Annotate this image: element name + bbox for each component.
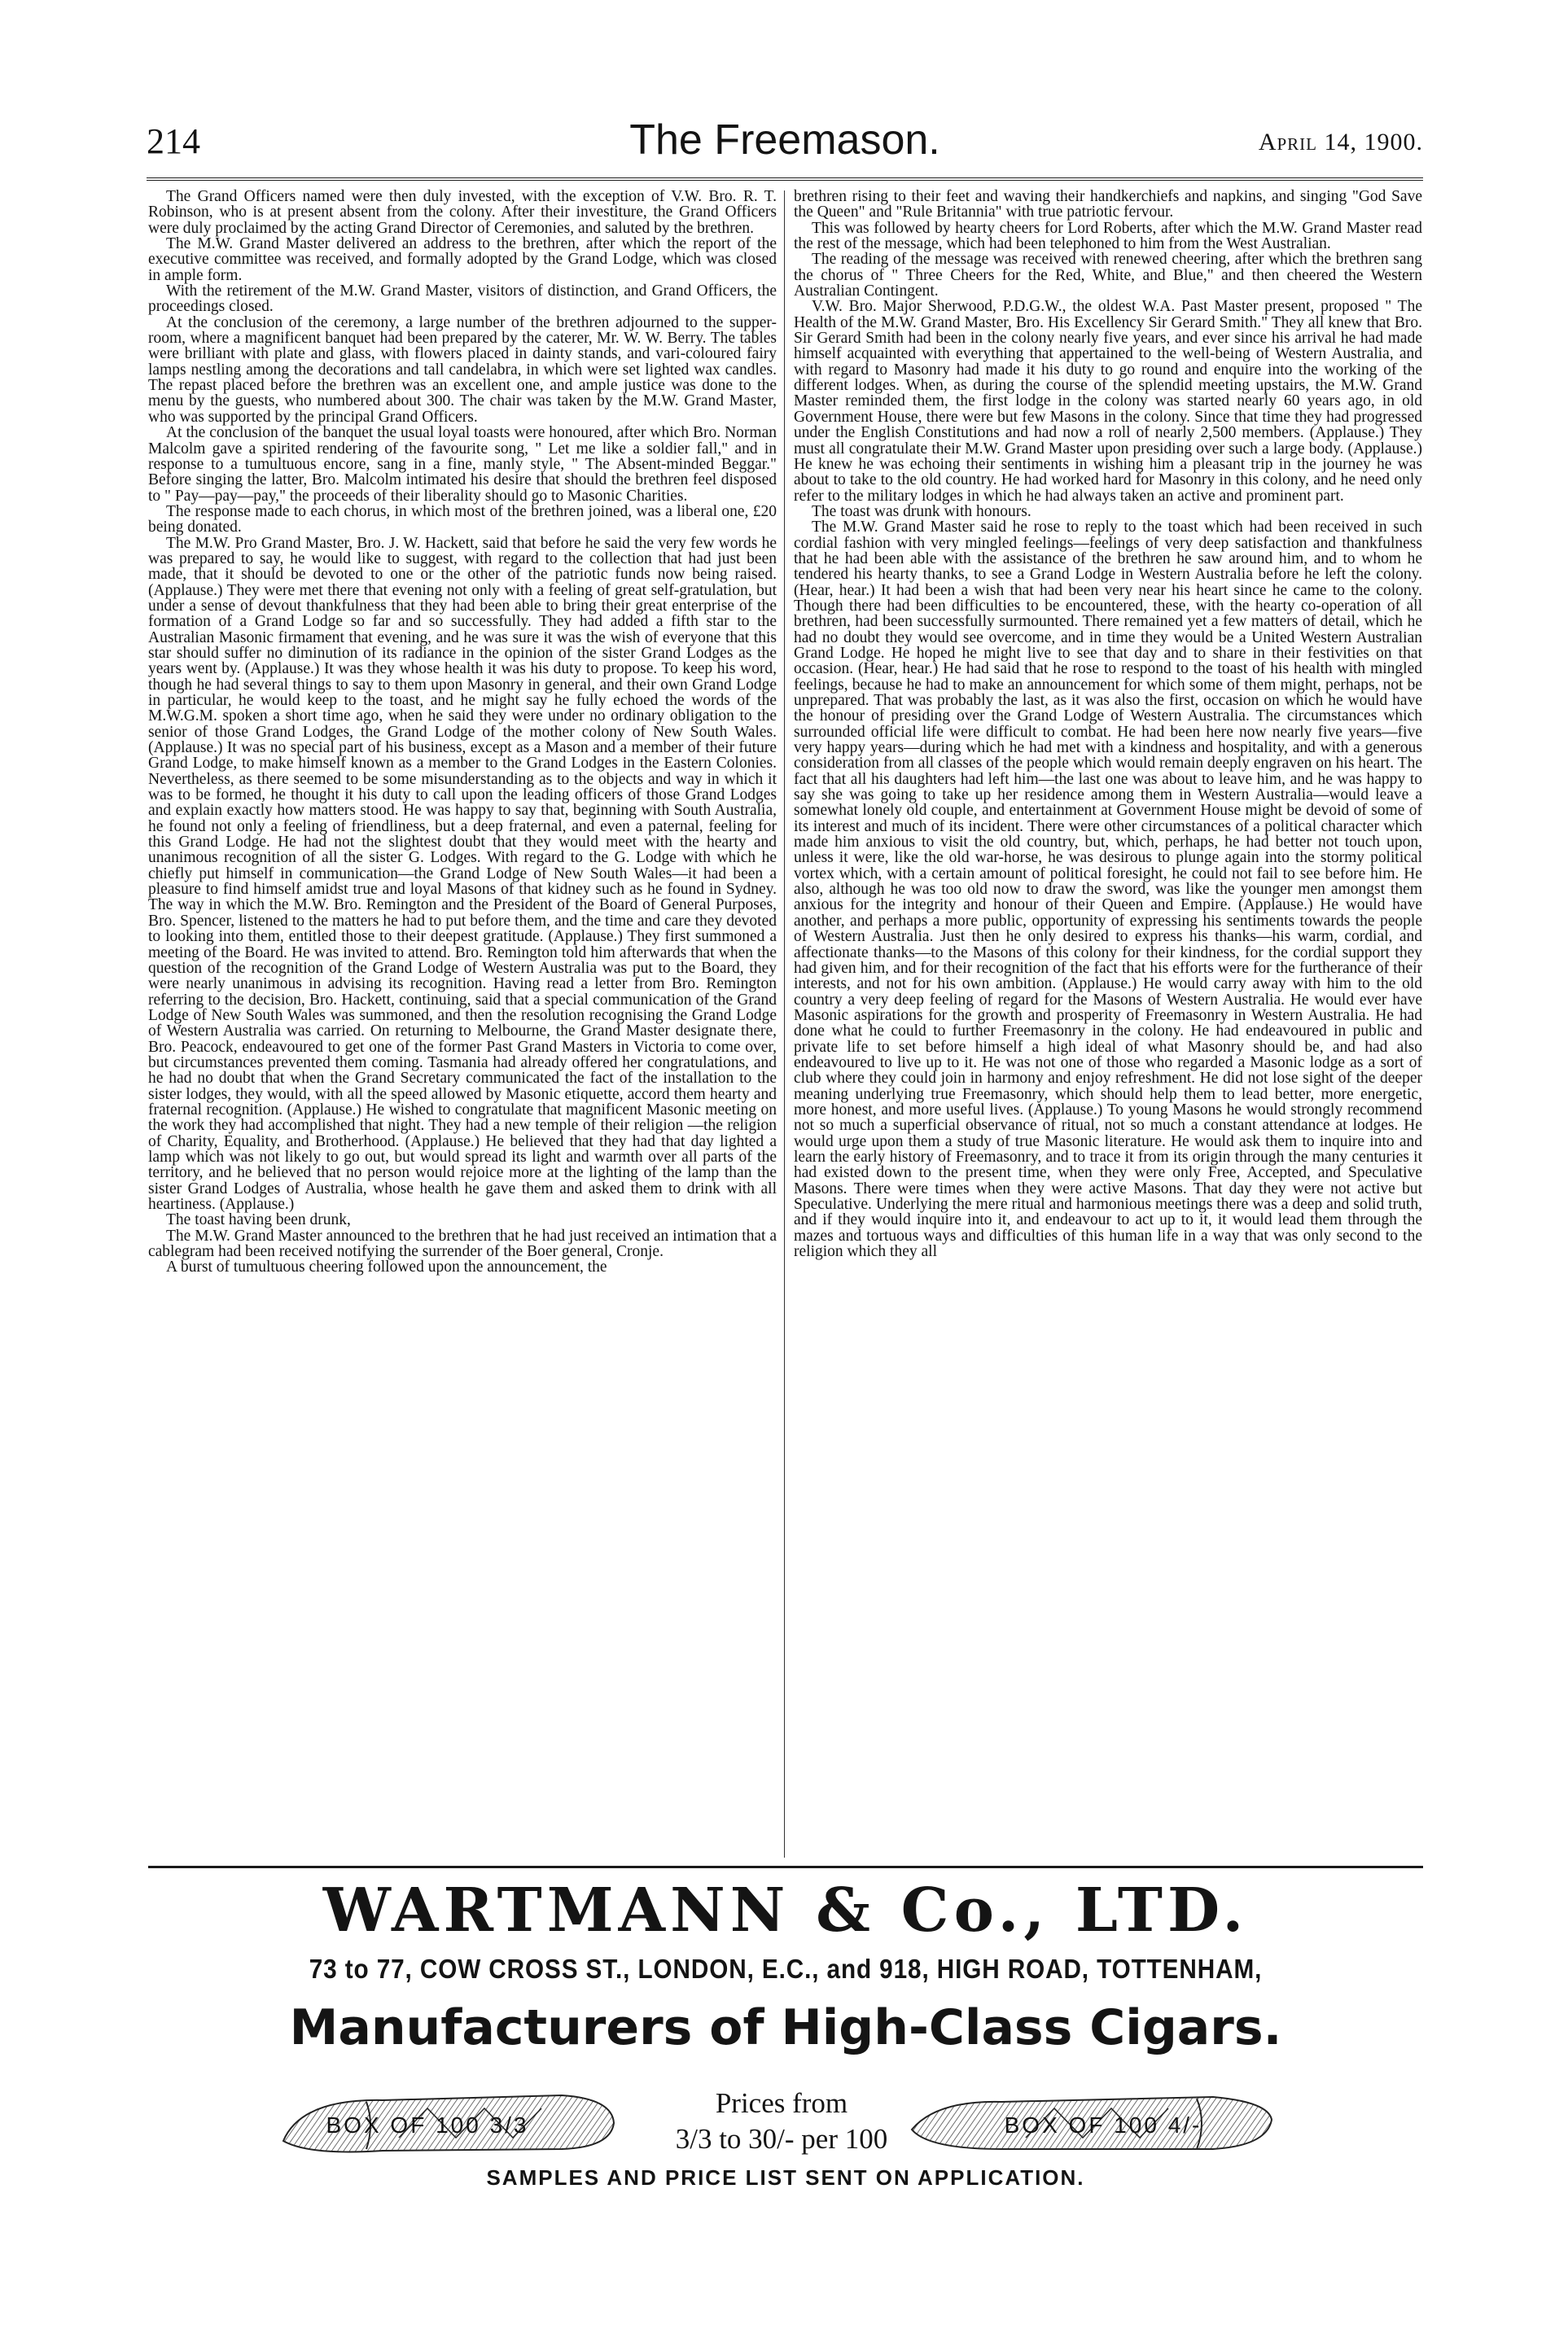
advertisement-footer: SAMPLES AND PRICE LIST SENT ON APPLICATION.: [486, 2165, 1085, 2190]
cigar-right-label: BOX OF 100 4/-: [1004, 2112, 1202, 2138]
prices-line-2: 3/3 to 30/- per 100: [675, 2123, 888, 2155]
paragraph: The Grand Officers named were then duly invested, with the exception of V.W. Bro. R. T. Robinson, who is at present absent from the colony. After their investiture, the Grand Officers were duly proclaimed by the acting Grand Director of Ceremonies, and saluted by the brethren.: [148, 189, 777, 237]
paragraph: The M.W. Grand Master said he rose to reply to the toast which had been received in such cordial fashion with very mingled feelings—feelings of very deep satisfaction and thankfulness that he had been able with the assistance of the brethren he saw around him, and to whom he tendered his hearty thanks, to see a Grand Lodge in Western Australia before he left the colony. (Hear, hear.) It had been a wish that had been very near his heart since he came to the colony. Though there had been difficulties to be encountered, these, with the hearty co-operation of all brethren, had been successfully surmounted. There remained yet a few matters of detail, which he had no doubt they would see overcome, and in time they would be a United Western Australian Grand Lodge. He hoped he might live to see that day and to share in their festivities on that occasion. (Hear, hear.) He had said that he rose to respond to the toast of his health with mingled feelings, because he had to make an announcement for which some of them might, perhaps, not be unprepared. That was probably the last, as it was also the first, occasion on which he would have the honour of presiding over the Grand Lodge of Western Australia. The circumstances which surrounded official life were difficult to combat. He had been here now nearly five years—five very happy years—during which he had met with a kindness and hospitality, and with a generous consideration from all classes of the people which would remain deeply engraven on his heart. The fact that all his daughters had left him—the last one was about to leave him, and he was happy to say she was going to take up her residence among them in Western Australia—would leave a somewhat lonely old couple, and entertainment at Government House might be devoid of some of its interest and much of its incident. There were other circumstances of a political character which made him anxious to visit the old country, but, which, perhaps, he had better not touch upon, unless it were, like the old war-horse, he was desirous to plunge again into the stormy political vortex which, with a certain amount of political foresight, he could not fail to see before him. He also, although he was too old now to draw the sword, was like the younger men amongst them anxious for the integrity and honour of their Queen and Empire. (Applause.) He would have another, and perhaps a more public, opportunity of expressing his sentiments towards the people of Western Australia. Just then he only desired to express his thanks—his warm, cordial, and affectionate thanks—to the Masons of this colony for their kindness, for the cordial support they had given him, and for their recognition of the fact that his efforts were for the furtherance of their interests, and not for his own ambition. (Applause.) He would carry away with him to the old country a very deep feeling of regard for the Masons of Western Australia. He would ever have Masonic aspirations for the growth and prosperity of Freemasonry in Western Australia. He had done what he could to further Freemasonry in the colony. He had endeavoured in public and private life to set before himself a high ideal of what Masonry should be, and had also endeavoured to live up to it. He was not one of those who regarded a Masonic lodge as a sort of club where they could join in harmony and enjoy refreshment. He did not lose sight of the deeper meaning underlying true Freemasonry, which should help them to lead better, more energetic, more honest, and more useful lives. (Applause.) To young Masons he would strongly recommend not so much a superficial observance of ritual, not so much a constant attendance at lodges. He would urge upon them a study of true Masonic literature. He would ask them to inquire into and learn the early history of Freemasonry, and to trace it from its origin through the many centuries it had existed down to the present time, when they were only Free, Accepted, and Speculative Masons. There were times when they were active Masons. That day they were not active but Speculative. Underlying the mere ritual and harmonious meetings there was a deep and solid truth, and if they would inquire into it, and endeavour to act up to it, it would lead them through the mazes and tortuous ways and difficulties of this human life in a way that was only second to the religion which they all: [794, 519, 1422, 1261]
paragraph: A burst of tumultuous cheering followed upon the announcement, the: [166, 1259, 607, 1276]
prices-line-1: Prices from: [715, 2087, 848, 2119]
article-column-right: [794, 189, 1422, 1858]
advertisement-prices: [635, 2086, 928, 2157]
article-column-left: [148, 189, 777, 1858]
paragraph: At the conclusion of the ceremony, a large number of the brethren adjourned to the supper-room, where a magnificent banquet had been prepared by the caterer, Mr. W. W. Berry. The tables were brilliant with plate and glass, with flowers placed in dainty stands, and vari-coloured fairy lamps nestling among the decorations and tall candelabra, in which were set lighted wax candles. The repast placed before the brethren was an excellent one, and ample justice was done to the menu by the guests, who numbered about 300. The chair was taken by the M.W. Grand Master, who was supported by the principal Grand Officers.: [148, 313, 777, 426]
advertisement-address: 73 to 77, COW CROSS ST., LONDON, E.C., and 918, HIGH ROAD, TOTTENHAM,: [309, 1954, 1263, 1984]
cigar-illustration-right: [904, 2084, 1278, 2162]
paragraph: This was followed by hearty cheers for Lord Roberts, after which the M.W. Grand Master read the rest of the message, which had been telephoned to him from the West Australian.: [794, 219, 1422, 253]
paragraph: The reading of the message was received with renewed cheering, after which the brethren sang the chorus of " Three Cheers for the Red, White, and Blue," and then cheered the Western Australian Contingent.: [794, 251, 1422, 300]
issue-date: April 14, 1900.: [1258, 129, 1423, 155]
advertisement-tagline: Manufacturers of High-Class Cigars.: [289, 1999, 1282, 2056]
paragraph: The toast was drunk with honours.: [812, 502, 1031, 520]
paragraph: With the retirement of the M.W. Grand Master, visitors of distinction, and Grand Officers, the proceedings closed.: [148, 282, 777, 316]
paragraph: The toast having been drunk,: [166, 1211, 351, 1229]
paragraph: The M.W. Grand Master delivered an address to the brethren, after which the report of the executive committee was received, and formally adopted by the Grand Lodge, which was closed in ample form.: [148, 235, 777, 284]
paragraph: The response made to each chorus, in which most of the brethren joined, was a liberal one, £20 being donated.: [148, 502, 777, 536]
journal-title: The Freemason.: [629, 116, 940, 164]
page-number: 214: [147, 121, 200, 161]
paragraph: The M.W. Grand Master announced to the brethren that he had just received an intimation that a cablegram had been received notifying the surrender of the Boer general, Cronje.: [148, 1227, 777, 1261]
paragraph: brethren rising to their feet and waving their handkerchiefs and napkins, and singing "God Save the Queen" and "Rule Britannia" with true patriotic fervour.: [794, 189, 1422, 221]
paragraph: The M.W. Pro Grand Master, Bro. J. W. Hackett, said that before he said the very few words he was prepared to say, he would like to suggest, with regard to the collection that had just been made, that it should be devoted to one or the other of the patriotic funds now being raised. (Applause.) They were met there that evening not only with a feeling of great self-gratulation, but under a sense of devout thankfulness that they had been able to bring their great enterprise of the formation of a Grand Lodge so far and so successfully. They had added a fifth star to the Australian Masonic firmament that evening, and he was sure it was the wish of everyone that this star should suffer no diminution of its radiance in the opinion of the sister Grand Lodges as the years went by. (Applause.) It was they whose health it was his duty to propose. To keep his word, though he had several things to say to them upon Masonry in general, and their own Grand Lodge in particular, he would keep to the toast, and he might say he fully echoed the words of the M.W.G.M. spoken a short time ago, when he said they were under no ordinary obligation to the senior of those Grand Lodges, the Grand Lodge of the mother colony of New South Wales. (Applause.) It was no special part of his business, except as a Mason and a member of their future Grand Lodge, to make himself known as a member to the Grand Lodges in the Eastern Colonies. Nevertheless, as there seemed to be some misunderstanding as to the objects and way in which it was to be formed, he thought it his duty to call upon the leading officers of those Grand Lodges and explain exactly how matters stood. He was happy to say that, beginning with South Australia, he found not only a feeling of friendliness, but a deep fraternal, and even a paternal, feeling for this Grand Lodge. He had not the slightest doubt that they would meet with the hearty and unanimous recognition of all the sister G. Lodges. With regard to the G. Lodge with which he chiefly put himself in communication—the Grand Lodge of New South Wales—it had been a pleasure to find himself amidst true and loyal Masons of that kidney such as he found in Sydney. The way in which the M.W. Bro. Remington and the President of the Board of General Purposes, Bro. Spencer, listened to the matters he had to put before them, and the time and care they devoted to looking into them, entitled those to their deepest gratitude. (Applause.) They first summoned a meeting of the Board. He was invited to attend. Bro. Remington told him afterwards that when the question of the recognition of the Grand Lodge of Western Australia was put to the Board, they were nearly unanimous in advising its recognition. Having read a letter from Bro. Remington referring to the decision, Bro. Hackett, continuing, said that a special communication of the Grand Lodge of New South Wales was summoned, and then the resolution recognising the Grand Lodge of Western Australia was carried. On returning to Melbourne, the Grand Master designate there, Bro. Peacock, endeavoured to get one of the former Past Grand Masters in Victoria to come over, but circumstances prevented them coming. Tasmania had already offered her congratulations, and he had no doubt that when the Grand Secretary communicated the fact of the installation to the sister lodges, they would, with all the speed allowed by Masonic etiquette, accord them hearty and fraternal recognition. (Applause.) He wished to congratulate that magnificent Masonic meeting on the work they had accomplished that night. They had a new temple of their religion —the religion of Charity, Equality, and Brotherhood. (Applause.) He believed that they had that day lighted a lamp which was not likely to go out, but would spread its light and warmth over all parts of the territory, and he believed that no person would rejoice more at the lighting of the lamp than the sister Grand Lodges of Australia, whose health he gave them and asked them to drink with all heartiness. (Applause.): [148, 534, 777, 1213]
cigar-illustration-left: [277, 2084, 619, 2162]
advertisement-firm-name: WARTMANN & Co., LTD.: [322, 1876, 1249, 1946]
paragraph: At the conclusion of the banquet the usual loyal toasts were honoured, after which Bro. Norman Malcolm gave a spirited rendering of the favourite song, " Let me like a soldier fall," and in response to a tumultuous encore, sang in a fine, manly style, " The Absent-minded Beggar." Before singing the latter, Bro. Malcolm intimated his desire that should the brethren feel disposed to " Pay—pay—pay," the proceeds of their liberality should go to Masonic Charities.: [148, 424, 777, 505]
header-rule: [147, 177, 1423, 181]
page-header: [147, 116, 1423, 171]
advertisement-rule: [148, 1866, 1423, 1868]
cigar-left-label: BOX OF 100 3/3: [326, 2112, 529, 2138]
paragraph: V.W. Bro. Major Sherwood, P.D.G.W., the oldest W.A. Past Master present, proposed " The Health of the M.W. Grand Master, Bro. His Excellency Sir Gerard Smith." They all knew that Bro. Sir Gerard Smith had been in the colony nearly five years, and ever since his arrival he had made himself acquainted with everything that appertained to the well-being of Western Australia, and with regard to Masonry had made it his duty to go round and enquire into the working of the different lodges. When, as during the course of the splendid meeting upstairs, the M.W. Grand Master reminded them, the first lodge in the colony was started nearly 60 years ago, in old Government House, there were but few Masons in the colony. Since that time they had progressed under the English Constitutions and had now a roll of nearly 2,500 members. (Applause.) They must all congratulate their M.W. Grand Master upon presiding over such a large body. (Applause.) He knew he was echoing their sentiments in wishing him a pleasant trip in the journey he was about to take to the old country. He had worked hard for Masonry in this colony, and he need only refer to the military lodges in which he had always taken an active and prominent part.: [794, 298, 1422, 505]
column-divider: [784, 190, 785, 1858]
